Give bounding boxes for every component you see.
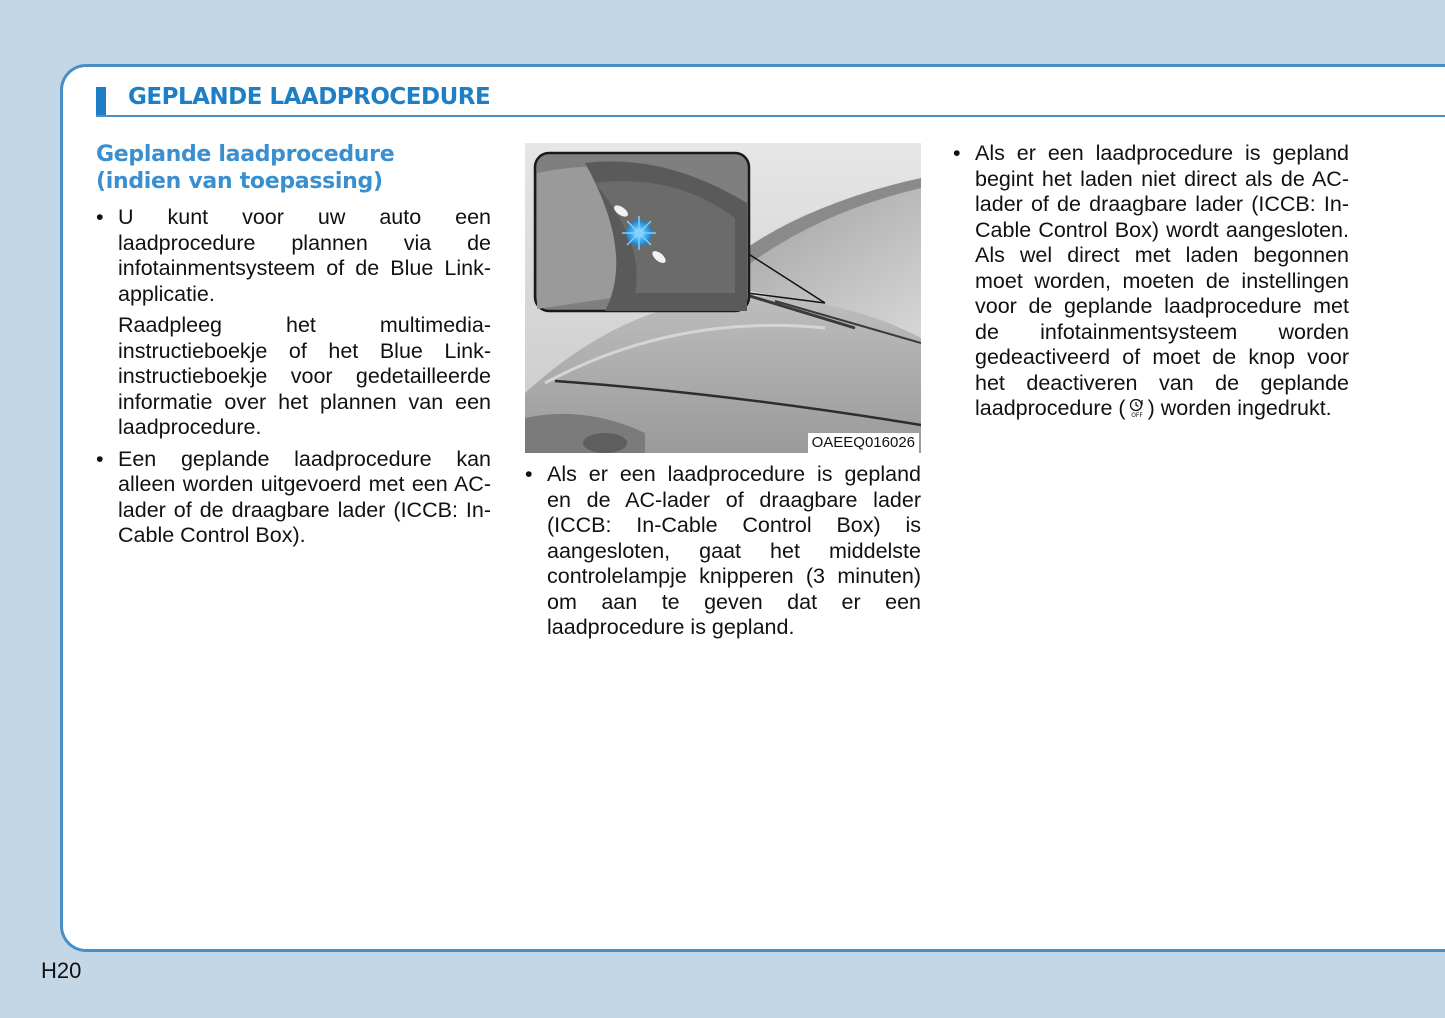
bullet-icon: • [525, 462, 533, 486]
section-divider [96, 115, 1445, 117]
list-item [96, 205, 491, 307]
figure-code: OAEEQ016026 [808, 433, 919, 453]
list-item-text [975, 141, 1349, 420]
text-before-icon: Als er een laadprocedure is gepland begint het laden niet direct als de AC-lader of de draagbare lader (ICCB: In-Cable Control Box) wordt aangesloten. Als wel direct met laden begonnen moet worden, moeten de instellingen voor de geplande laadprocedure met de infotainmentsysteem worden gedeactiveerd of moet de knop voor het deactiveren van de geplande laadprocedure ( [975, 141, 1349, 420]
subheading [96, 141, 491, 195]
list-item-note: Raadpleeg het multimedia-instructieboekje of het Blue Link-instructieboekje voor gedetailleerde informatie over het plannen van een laadprocedure. [118, 313, 491, 439]
list-item-text: Een geplande laadprocedure kan alleen worden uitgevoerd met een AC-lader of de draagbare lader (ICCB: In-Cable Control Box). [118, 446, 491, 547]
section-title: GEPLANDE LAADPROCEDURE [128, 84, 491, 110]
bullet-icon: • [953, 141, 961, 165]
car-hood-charging-indicator-image [525, 143, 921, 453]
column-left [96, 141, 491, 555]
icon-off-label: OFF [1130, 412, 1143, 419]
column-right [953, 141, 1349, 428]
list-item-text: Als er een laadprocedure is gepland en de AC-lader of draagbare lader (ICCB: In-Cable Control Box) is aangesloten, gaat het middelste controlelampje knipperen (3 minuten) om aan te geven dat er een laadprocedure is gepland. [547, 462, 921, 639]
column-middle [525, 462, 921, 647]
bullet-icon: • [96, 446, 104, 471]
text-after-icon: ) worden ingedrukt. [1147, 396, 1332, 420]
list-item [525, 462, 921, 641]
list-item [96, 447, 491, 549]
page-number: H20 [41, 958, 82, 983]
car-illustration [525, 143, 921, 453]
section-marker [96, 87, 106, 115]
subheading-line-1: Geplande laadprocedure [96, 142, 395, 167]
bullet-icon: • [96, 205, 104, 229]
list-item [953, 141, 1349, 422]
subheading-line-2: (indien van toepassing) [96, 169, 383, 194]
list-item-text: U kunt voor uw auto een laadprocedure plannen via de infotainmentsysteem of de Blue Link-applicatie. [118, 205, 491, 306]
scheduled-charging-off-icon [1126, 397, 1148, 419]
